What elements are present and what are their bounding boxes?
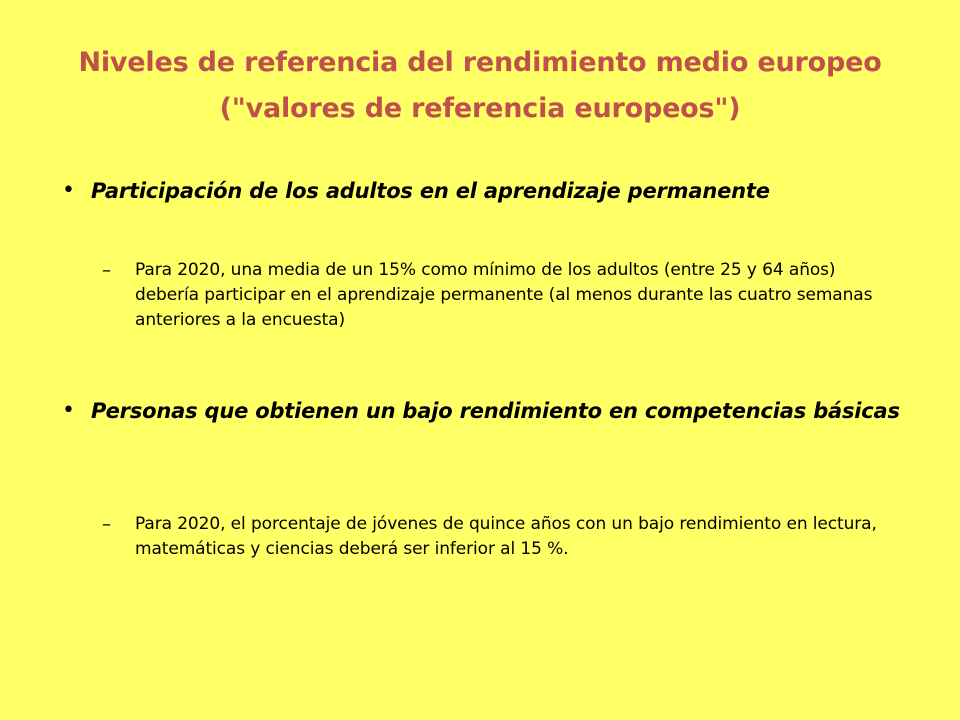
sub-bullet-marker: – bbox=[102, 260, 111, 281]
bullet-marker: • bbox=[62, 178, 75, 203]
slide-title bbox=[40, 40, 920, 132]
slide-title-line-2: ("valores de referencia europeos") bbox=[219, 93, 741, 124]
bullet-heading: Personas que obtienen un bajo rendimiento en competencias básicas bbox=[91, 399, 900, 423]
bullet-heading: Participación de los adultos en el aprendizaje permanente bbox=[91, 179, 770, 203]
sub-bullet-text: Para 2020, el porcentaje de jóvenes de quince años con un bajo rendimiento en lectura, matemáticas y ciencias deberá ser inferior al 15 %. bbox=[135, 514, 877, 559]
sub-bullet-marker: – bbox=[102, 514, 111, 535]
sub-bullet-text: Para 2020, una media de un 15% como mínimo de los adultos (entre 25 y 64 años) debería participar en el aprendizaje permanente (al menos durante las cuatro semanas anteriores a la encuesta) bbox=[135, 260, 873, 330]
bullet-marker: • bbox=[62, 398, 75, 423]
slide-title-line-1: Niveles de referencia del rendimiento medio europeo bbox=[78, 47, 882, 78]
